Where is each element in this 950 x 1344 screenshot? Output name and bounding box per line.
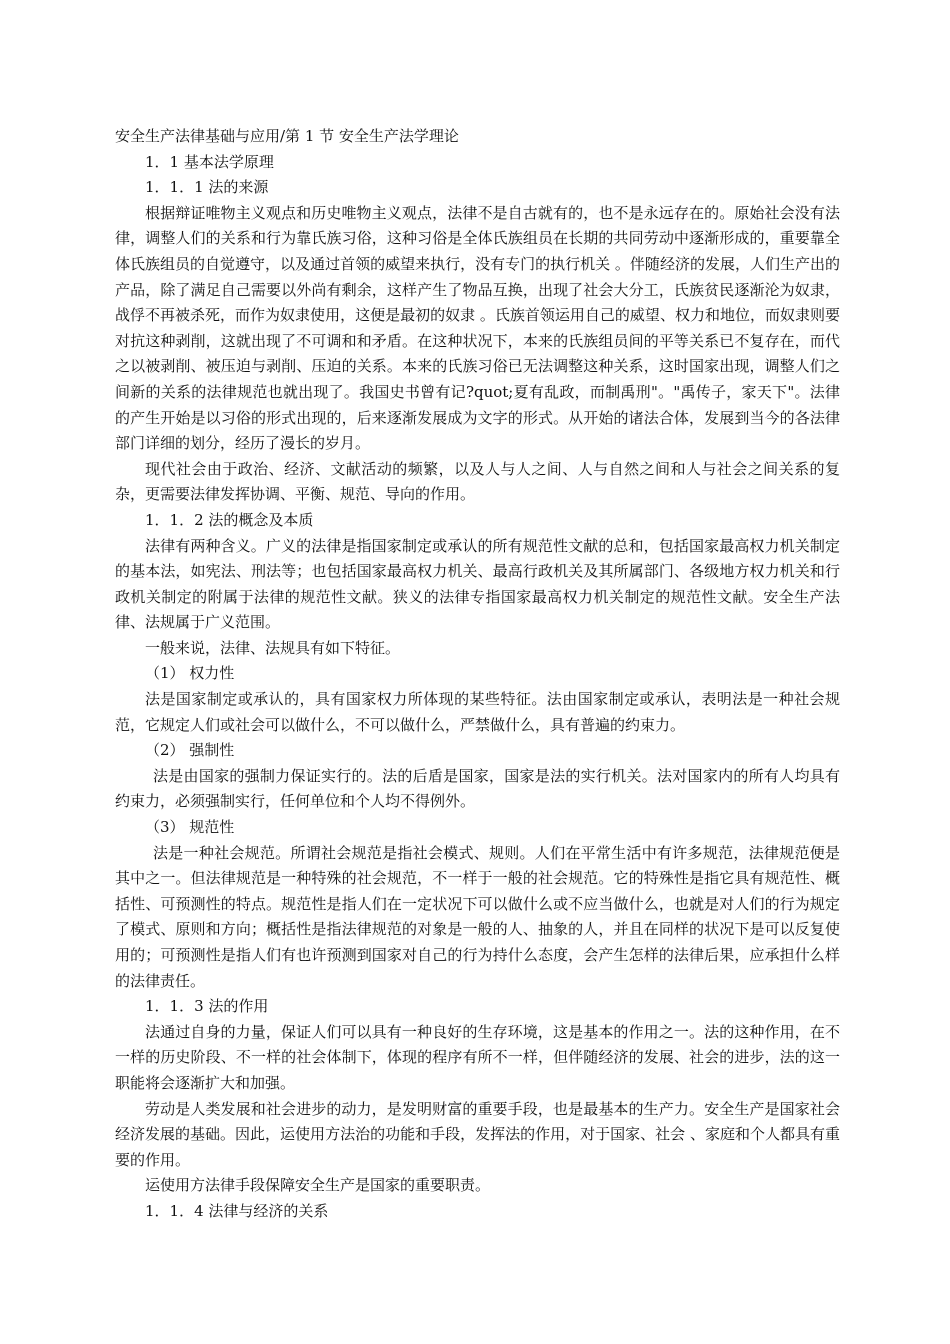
feature-1-label: （1） 权力性 [145, 664, 235, 683]
heading-1-1-1: 1．1．1 法的来源 [145, 178, 269, 197]
feature-3-label: （3） 规范性 [145, 818, 235, 837]
feature-2-label: （2） 强制性 [145, 741, 235, 760]
document-title: 安全生产法律基础与应用/第 1 节 安全生产法学理论 [115, 127, 459, 145]
paragraph-law-definition: 法律有两种含义。广义的法律是指国家制定或承认的所有规范性文献的总和，包括国家最高权力机关制定的基本法，如宪法、刑法等；也包括国家最高权力机关、最高行政机关及其所属部门、各级地方权力机关和行政机关制定的附属于法律的规范性文献。狭义的法律专指国家最高权力机关制定的规范性文献。安全生产法律、法规属于广义范围。 [115, 536, 840, 632]
paragraph-state-duty: 运使用方法律手段保障安全生产是国家的重要职责。 [145, 1176, 491, 1195]
heading-1-1-3: 1．1．3 法的作用 [145, 997, 269, 1016]
feature-3-text: 法是一种社会规范。所谓社会规范是指社会模式、规则。人们在平常生活中有许多规范，法律规范便是其中之一。但法律规范是一种特殊的社会规范，不一样于一般的社会规范。它的特殊性是指它具有规范性、概括性、可预测性的特点。规范性是指人们在一定状况下可以做什么或不应当做什么，也就是对人们的行为规定了模式、原则和方向；概括性是指法律规范的对象是一般的人、抽象的人，并且在同样的状况下是可以反复使用的；可预测性是指人们有也许预测到国家对自己的行为持什么态度，会产生怎样的法律后果，应承担什么样的法律责任。 [115, 843, 840, 990]
paragraph-origin-of-law: 根据辩证唯物主义观点和历史唯物主义观点，法律不是自古就有的，也不是永远存在的。原始社会没有法律，调整人们的关系和行为靠氏族习俗，这种习俗是全体氏族组员在长期的共同劳动中逐渐形成的，重要靠全体氏族组员的自觉遵守，以及通过首领的威望来执行，没有专门的执行机关 。伴随经济的发展，人们生产出的产品，除了满足自己需要以外尚有剩余，这样产生了物品互换，出现了社会大分工，氏族贫民逐渐沦为奴隶，战俘不再被杀死，而作为奴隶使用，这便是最初的奴隶 。氏族首领运用自己的威望、权力和地位，而奴隶则要对抗这种剥削，这就出现了不可调和和矛盾。在这种状况下，本来的氏族组员间的平等关系已不复存在，而代之以被剥削、被压迫与剥削、压迫的关系。本来的氏族习俗已无法调整这种关系，这时国家出现，调整人们之间新的关系的法律规范也就出现了。我国史书曾有记?quot;夏有乱政，而制禹刑"。"禹传子，家天下"。法律的产生开始是以习俗的形式出现的，后来逐渐发展成为文字的形式。从开始的诸法合体，发展到当今的各法律部门详细的划分，经历了漫长的岁月。 [115, 203, 840, 453]
paragraph-modern-society: 现代社会由于政治、经济、文献活动的频繁，以及人与人之间、人与自然之间和人与社会之间关系的复杂，更需要法律发挥协调、平衡、规范、导向的作用。 [115, 459, 840, 504]
feature-2-text: 法是由国家的强制力保证实行的。法的后盾是国家，国家是法的实行机关。法对国家内的所有人均具有约束力，必须强制实行，任何单位和个人均不得例外。 [115, 766, 840, 811]
heading-1-1-4: 1．1．4 法律与经济的关系 [145, 1201, 329, 1220]
heading-1-1: 1．1 基本法学原理 [145, 152, 274, 171]
paragraph-law-features-intro: 一般来说，法律、法规具有如下特征。 [145, 638, 401, 657]
heading-1-1-2: 1．1．2 法的概念及本质 [145, 510, 314, 529]
paragraph-law-function: 法通过自身的力量，保证人们可以具有一种良好的生存环境，这是基本的作用之一。法的这种作用，在不一样的历史阶段、不一样的社会体制下，体现的程序有所不一样，但伴随经济的发展、社会的进步，法的这一职能将会逐渐扩大和加强。 [115, 1022, 840, 1092]
feature-1-text: 法是国家制定或承认的，具有国家权力所体现的某些特征。法由国家制定或承认，表明法是一种社会规范，它规定人们或社会可以做什么，不可以做什么，严禁做什么，具有普遍的约束力。 [115, 690, 840, 734]
document-body [115, 124, 840, 1225]
paragraph-labor-safety: 劳动是人类发展和社会进步的动力，是发明财富的重要手段，也是最基本的生产力。安全生产是国家社会经济发展的基础。因此，运使用方法治的功能和手段，发挥法的作用，对于国家、社会 、家庭和个人都具有重要的作用。 [115, 1099, 840, 1169]
